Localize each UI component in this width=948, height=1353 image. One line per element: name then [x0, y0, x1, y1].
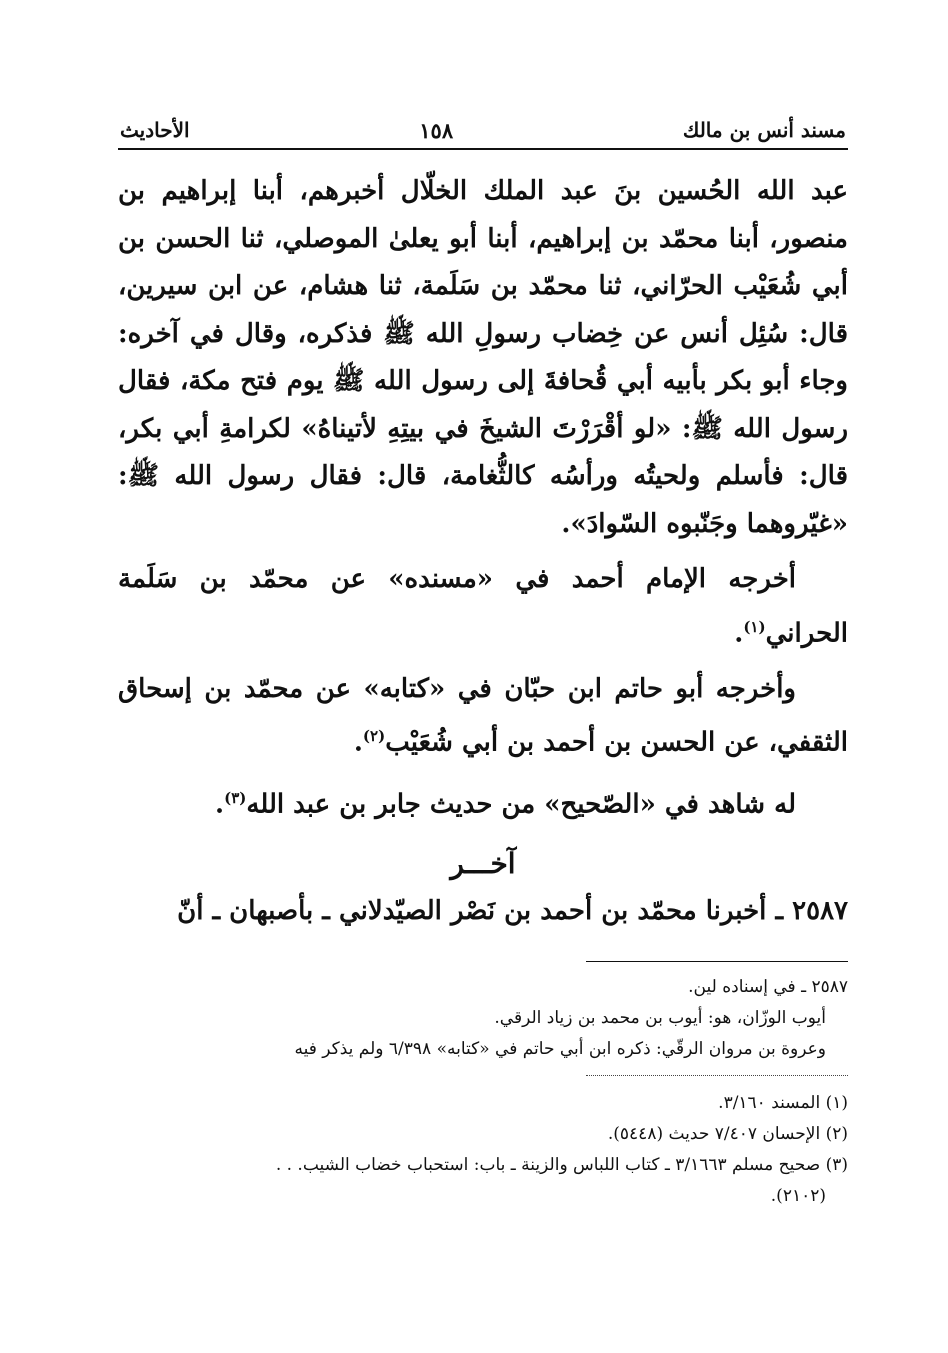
- book-page: [118, 112, 848, 1212]
- paragraph-takhrij-ibn-hibban: [118, 666, 848, 768]
- footnote-urwa: وعروة بن مروان الرقّي: ذكره ابن أبي حاتم في «كتابه» ٦/٣٩٨ ولم يذكر فيه: [294, 1039, 826, 1060]
- paragraph-hadith-text: عبد الله الحُسين بنَ عبد الملك الخلّال أخبرهم، أبنا إبراهيم بن منصور، أبنا محمّد بن إبراهيم، أبنا أبو يعلىٰ الموصلي، ثنا الحسن بن أبي شُعَيْب الحرّاني، ثنا محمّد بن سَلَمة، ثنا هشام، عن ابن سيرين، قال: سُئِل أنس عن خِضاب رسولِ الله ﷺ فذكره، وقال في آخره: وجاء أبو بكر بأبيه أبي قُحافةَ إلى رسول الله ﷺ يوم فتح مكة، فقال رسول الله ﷺ: «لو أقْرَرْتَ الشيخَ في بيتِهِ لأتيناهُ» لكرامةِ أبي بكر، قال: فأسلم ولحيتُه ورأسُه كالثُّغامة، قال: فقال رسول الله ﷺ: «غيّروهما وجَنّبوه السّوادَ».: [118, 176, 848, 539]
- footnotes: [118, 972, 848, 1212]
- paragraph-shahid: [118, 775, 848, 829]
- paragraph-takhrij-ahmad-text: أخرجه الإمام أحمد في «مسنده» عن محمّد بن سَلَمة الحراني: [118, 564, 848, 649]
- footnote-3-continued: (٢١٠٢).: [770, 1186, 826, 1207]
- end-mark: .: [734, 618, 744, 649]
- paragraph-takhrij-ahmad: [118, 556, 848, 658]
- footnote-separator: [586, 961, 848, 962]
- page-header: [118, 112, 848, 150]
- paragraph-shahid-text: له شاهد في «الصّحيح» من حديث جابر بن عبد الله: [246, 789, 796, 820]
- footnote-ref-3[interactable]: (٣): [224, 789, 247, 808]
- footnote-ref-1[interactable]: (١): [743, 617, 766, 636]
- footnote-1: (١) المسند ٣/١٦٠.: [718, 1093, 848, 1114]
- paragraph-takhrij-ibn-hibban-text: وأخرجه أبو حاتم ابن حبّان في «كتابه» عن محمّد بن إسحاق الثقفي، عن الحسن بن أحمد بن أبي شُعَيْب: [118, 673, 848, 758]
- footnote-dotted-separator: [586, 1075, 848, 1076]
- footnote-ayyub: أيوب الوزّان، هو: أيوب بن محمد بن زياد الرقي.: [494, 1008, 826, 1029]
- main-text: [118, 168, 848, 829]
- footnote-ref-2[interactable]: (٢): [362, 727, 386, 746]
- end-mark: .: [353, 727, 363, 758]
- page-number: ١٥٨: [419, 117, 454, 143]
- header-book-title: مسند أنس بن مالك: [682, 118, 846, 142]
- footnote-hadith-2587: ٢٥٨٧ ـ في إسناده لين.: [688, 977, 848, 998]
- footnote-2: (٢) الإحسان ٧/٤٠٧ حديث (٥٤٤٨).: [607, 1124, 848, 1145]
- hadith-2587-start: ٢٥٨٧ ـ أخبرنا محمّد بن أحمد بن نَصْر الصيّدلاني ـ بأصبهان ـ أنّ: [177, 896, 848, 927]
- section-title: آخـــر: [450, 847, 516, 881]
- footnote-3: (٣) صحيح مسلم ٣/١٦٦٣ ـ كتاب اللباس والزينة ـ باب: استحباب خضاب الشيب. . .: [275, 1155, 848, 1176]
- end-mark: .: [215, 789, 225, 820]
- header-section-title: الأحاديث: [120, 118, 190, 142]
